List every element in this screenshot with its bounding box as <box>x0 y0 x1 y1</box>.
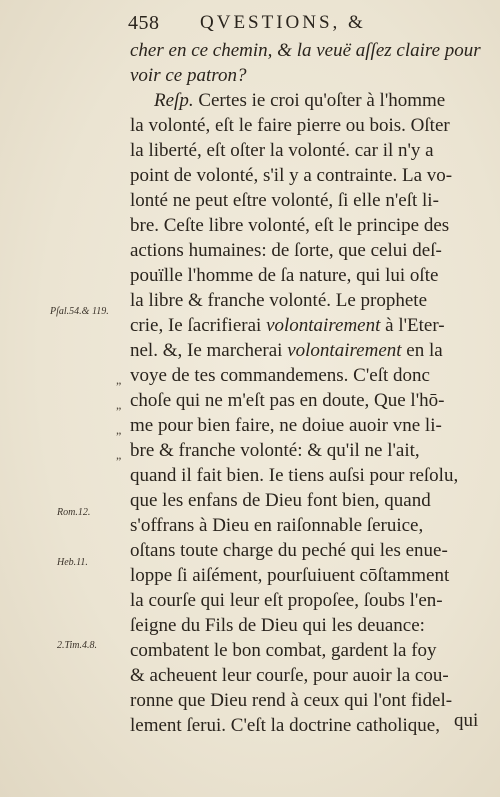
quotation-mark: ” <box>116 379 122 393</box>
text-line: s'offrans à Dieu en raiſonnable ſeruice, <box>130 515 424 536</box>
text-line: ronne que Dieu rend à ceux qui l'ont fidel- <box>130 690 453 711</box>
quotation-mark: ” <box>116 404 122 418</box>
quotation-mark: ” <box>116 454 122 468</box>
text-line: cher en ce chemin, & la veuë aſſez claire pour <box>130 40 481 61</box>
margin-note-timothy: 2.Tim.4.8. <box>57 640 98 651</box>
text-line: crie, Ie ſacrifierai volontairement à l'Eter- <box>130 315 445 336</box>
text-line: choſe qui ne m'eſt pas en doute, Que l'hō- <box>130 390 445 411</box>
text-line: me pour bien faire, ne doiue auoir vne li- <box>130 415 442 436</box>
text-line: quand il fait bien. Ie tiens auſsi pour reſolu, <box>130 465 459 486</box>
margin-note-romans: Rom.12. <box>57 507 91 518</box>
quotation-mark: ” <box>116 429 122 443</box>
text-line: bre & franche volonté: & qu'il ne l'ait, <box>130 440 420 461</box>
text-line: combatent le bon combat, gardent la foy <box>130 640 437 661</box>
text-line: ſeigne du Fils de Dieu qui les deuance: <box>130 615 425 636</box>
text-line: nel. &, Ie marcherai volontairement en la <box>130 340 443 361</box>
catchword: qui <box>454 710 479 731</box>
text-line: actions humaines: de ſorte, que celui deſ- <box>130 240 442 261</box>
text-line: & acheuent leur courſe, pour auoir la cou- <box>130 665 449 686</box>
page-number: 458 <box>128 12 160 34</box>
text-line: loppe ſi aiſément, pourſuiuent cōſtamment <box>130 565 450 586</box>
text-line: pouïlle l'homme de ſa nature, qui lui oſte <box>130 265 439 286</box>
text-line: Reſp. Certes ie croi qu'oſter à l'homme <box>154 90 446 111</box>
margin-note-psalms: Pſal.54.& 119. <box>50 306 109 317</box>
text-line: lement ſerui. C'eſt la doctrine catholique, <box>130 715 440 736</box>
text-line: la liberté, eſt oſter la volonté. car il n'y a <box>130 140 434 161</box>
text-line: voir ce patron? <box>130 65 247 86</box>
text-line: la courſe qui leur eſt propoſee, ſoubs l'en- <box>130 590 443 611</box>
text-line: point de volonté, s'il y a contrainte. La vo- <box>130 165 453 186</box>
text-line: oſtans toute charge du peché qui les enue- <box>130 540 448 561</box>
text-line: que les enfans de Dieu font bien, quand <box>130 490 431 511</box>
margin-note-hebrews: Heb.11. <box>57 557 88 568</box>
text-line: bre. Ceſte libre volonté, eſt le principe des <box>130 215 450 236</box>
text-line: la volonté, eſt le faire pierre ou bois. Oſter <box>130 115 450 136</box>
page-header <box>128 10 478 36</box>
running-head: QVESTIONS, & <box>200 12 366 33</box>
text-line: la libre & franche volonté. Le prophete <box>130 290 428 311</box>
text-line: voye de tes commandemens. C'eſt donc <box>130 365 430 386</box>
text-line: lonté ne peut eſtre volonté, ſi elle n'eſt li- <box>130 190 439 211</box>
